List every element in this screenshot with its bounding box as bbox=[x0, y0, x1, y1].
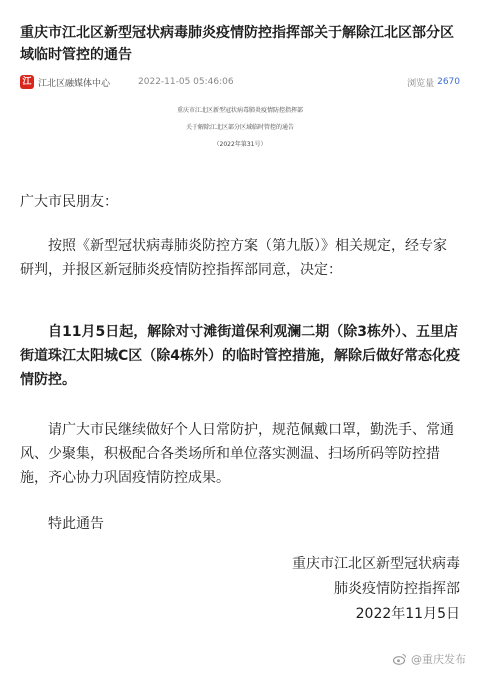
doc-header-number: （2022年第31号） bbox=[213, 141, 267, 148]
watermark bbox=[393, 651, 466, 667]
article-meta bbox=[20, 72, 460, 92]
views-counter bbox=[407, 76, 460, 89]
publish-timestamp: 2022-11-05 05:46:06 bbox=[138, 77, 234, 87]
paragraph-closing: 特此通告 bbox=[48, 516, 104, 532]
source-logo-icon: 江 bbox=[20, 75, 34, 89]
paragraph-advice: 请广大市民继续做好个人日常防护，规范佩戴口罩，勤洗手、常通风、少聚集，积极配合各类场所和单位落实测温、扫场所码等防控措施，齐心协力巩固疫情防控成果。 bbox=[20, 422, 454, 486]
article-title: 重庆市江北区新型冠状病毒肺炎疫情防控指挥部关于解除江北区部分区域临时管控的通告 bbox=[20, 25, 454, 63]
paragraph-decision: 按照《新型冠状病毒肺炎防控方案（第九版）》相关规定，经专家研判，并报区新冠肺炎疫情防控指挥部同意，决定： bbox=[20, 238, 447, 278]
document-header bbox=[100, 102, 380, 157]
paragraph-lifting-measures: 自11月5日起，解除对寸滩街道保利观澜二期（除3栋外）、五里店街道珠江太阳城C区（除4栋外）的临时管控措施，解除后做好常态化疫情防控。 bbox=[20, 324, 461, 388]
doc-header-subject: 关于解除江北区部分区域临时管控的通告 bbox=[185, 124, 294, 131]
views-label: 浏览量 bbox=[407, 78, 435, 89]
signature-org-line1: 重庆市江北区新型冠状病毒 bbox=[292, 556, 460, 572]
weibo-icon bbox=[393, 653, 407, 665]
source-name[interactable]: 江北区融媒体中心 bbox=[38, 78, 111, 89]
greeting: 广大市民朋友： bbox=[20, 194, 118, 210]
doc-header-org: 重庆市江北区新型冠状病毒肺炎疫情防控指挥部 bbox=[176, 107, 303, 114]
watermark-text: @重庆发布 bbox=[411, 653, 466, 666]
signature-date: 2022年11月5日 bbox=[355, 606, 460, 622]
signature-org-line2: 肺炎疫情防控指挥部 bbox=[334, 581, 460, 597]
views-count: 2670 bbox=[437, 77, 460, 87]
